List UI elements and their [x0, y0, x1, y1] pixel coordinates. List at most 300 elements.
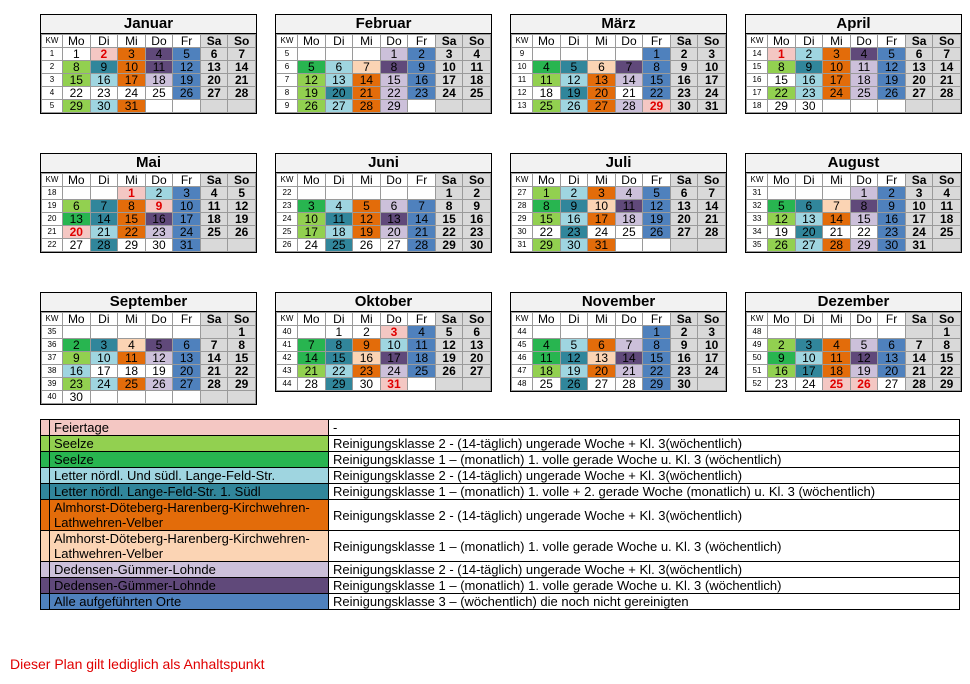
legend-description: Reinigungsklasse 2 - (14-täglich) ungerade Woche + Kl. 3(wöchentlich) [329, 468, 960, 484]
day-cell: 18 [850, 74, 878, 87]
weekday-header: Mi [823, 35, 851, 48]
day-cell: 11 [850, 61, 878, 74]
day-cell [90, 187, 118, 200]
weekday-header: Mo [768, 313, 796, 326]
weekday-header: Mi [118, 313, 146, 326]
day-cell: 19 [560, 87, 588, 100]
day-cell: 19 [850, 365, 878, 378]
day-cell: 5 [435, 326, 463, 339]
day-cell: 15 [435, 213, 463, 226]
day-cell: 29 [325, 378, 353, 391]
weekday-header: KW [747, 313, 768, 326]
weekday-header: Sa [200, 35, 228, 48]
day-cell: 29 [643, 378, 671, 391]
day-cell: 6 [670, 187, 698, 200]
weekday-header: KW [277, 174, 298, 187]
day-cell: 13 [588, 74, 616, 87]
day-cell: 10 [905, 200, 933, 213]
week-number: 29 [512, 213, 533, 226]
weekday-header: Sa [905, 174, 933, 187]
day-cell: 18 [408, 352, 436, 365]
day-cell: 3 [698, 326, 726, 339]
week-row [42, 213, 256, 226]
week-number: 51 [747, 365, 768, 378]
week-number: 33 [747, 213, 768, 226]
day-cell: 19 [643, 213, 671, 226]
day-cell [823, 100, 851, 113]
day-cell: 22 [435, 226, 463, 239]
day-cell: 12 [643, 200, 671, 213]
legend-area-name: Feiertage [50, 420, 329, 436]
day-cell: 24 [698, 365, 726, 378]
day-cell: 9 [90, 61, 118, 74]
day-cell: 29 [63, 100, 91, 113]
month-title: April [746, 15, 961, 34]
legend-area-name: Dedensen-Gümmer-Lohnde [50, 578, 329, 594]
day-cell: 3 [435, 48, 463, 61]
legend-swatch [41, 500, 50, 531]
day-cell: 15 [63, 74, 91, 87]
day-cell: 21 [615, 87, 643, 100]
week-number: 13 [512, 100, 533, 113]
week-number: 23 [277, 200, 298, 213]
week-number: 35 [42, 326, 63, 339]
weekday-header: Fr [408, 313, 436, 326]
week-number: 8 [277, 87, 298, 100]
day-cell: 24 [905, 226, 933, 239]
week-number: 26 [277, 239, 298, 252]
week-row [42, 187, 256, 200]
weekday-header: Mi [823, 313, 851, 326]
day-cell: 3 [698, 48, 726, 61]
week-row [512, 74, 726, 87]
week-row [277, 239, 491, 252]
day-cell: 11 [615, 200, 643, 213]
legend-table [40, 419, 960, 610]
weekday-header: Do [145, 174, 173, 187]
day-cell: 11 [200, 200, 228, 213]
week-row [277, 200, 491, 213]
day-cell: 13 [670, 200, 698, 213]
week-number: 31 [512, 239, 533, 252]
week-number: 18 [747, 100, 768, 113]
day-cell: 18 [200, 213, 228, 226]
week-row [42, 48, 256, 61]
week-row [512, 213, 726, 226]
day-cell: 21 [408, 226, 436, 239]
day-cell: 3 [173, 187, 201, 200]
day-cell: 9 [408, 61, 436, 74]
month-title: Juli [511, 154, 726, 173]
week-row [512, 239, 726, 252]
day-cell: 15 [850, 213, 878, 226]
week-row [512, 100, 726, 113]
week-row [42, 365, 256, 378]
day-cell: 2 [353, 326, 381, 339]
day-cell: 14 [615, 352, 643, 365]
weekday-header: So [698, 174, 726, 187]
day-cell: 21 [615, 365, 643, 378]
day-cell [228, 100, 256, 113]
legend-row [41, 452, 960, 468]
day-cell: 20 [380, 226, 408, 239]
day-cell: 1 [850, 187, 878, 200]
day-cell: 25 [933, 226, 961, 239]
day-cell: 1 [118, 187, 146, 200]
day-cell: 23 [670, 87, 698, 100]
week-row [277, 187, 491, 200]
day-cell [933, 100, 961, 113]
weekday-header: KW [512, 35, 533, 48]
day-cell: 10 [90, 352, 118, 365]
day-cell: 8 [228, 339, 256, 352]
day-cell: 9 [463, 200, 491, 213]
legend-swatch [41, 594, 50, 610]
day-cell: 4 [533, 61, 561, 74]
day-cell: 6 [173, 339, 201, 352]
legend-area-name: Seelze [50, 452, 329, 468]
day-cell: 8 [380, 61, 408, 74]
day-cell: 18 [325, 226, 353, 239]
day-cell: 9 [795, 61, 823, 74]
week-row [42, 200, 256, 213]
day-cell: 18 [145, 74, 173, 87]
day-cell: 5 [353, 200, 381, 213]
day-cell [408, 100, 436, 113]
day-cell: 26 [850, 378, 878, 391]
weekday-header: KW [747, 35, 768, 48]
week-row [277, 74, 491, 87]
legend-area-name: Letter nördl. Und südl. Lange-Feld-Str. [50, 468, 329, 484]
day-cell: 26 [298, 100, 326, 113]
week-number: 14 [747, 48, 768, 61]
day-cell: 9 [878, 200, 906, 213]
week-number: 1 [42, 48, 63, 61]
day-cell [615, 48, 643, 61]
day-cell: 14 [90, 213, 118, 226]
day-cell: 4 [850, 48, 878, 61]
day-cell: 13 [588, 352, 616, 365]
day-cell [63, 187, 91, 200]
weekday-header: Di [795, 313, 823, 326]
legend-swatch [41, 562, 50, 578]
weekday-header: Mo [298, 313, 326, 326]
day-cell [850, 100, 878, 113]
day-cell: 16 [670, 352, 698, 365]
week-number: 7 [277, 74, 298, 87]
week-number: 44 [277, 378, 298, 391]
day-cell: 22 [850, 226, 878, 239]
weekday-header: Di [560, 35, 588, 48]
week-row [747, 226, 961, 239]
week-number: 25 [277, 226, 298, 239]
day-cell [878, 326, 906, 339]
day-cell: 20 [325, 87, 353, 100]
day-cell: 5 [173, 48, 201, 61]
week-number: 17 [747, 87, 768, 100]
day-cell: 17 [698, 352, 726, 365]
day-cell [823, 326, 851, 339]
day-cell: 13 [380, 213, 408, 226]
week-number: 39 [42, 378, 63, 391]
day-cell: 4 [463, 48, 491, 61]
day-cell: 11 [533, 74, 561, 87]
day-cell: 5 [560, 339, 588, 352]
day-cell: 18 [118, 365, 146, 378]
day-cell: 9 [768, 352, 796, 365]
day-cell: 2 [63, 339, 91, 352]
week-row [277, 365, 491, 378]
day-cell [588, 48, 616, 61]
day-cell: 11 [933, 200, 961, 213]
week-number: 30 [512, 226, 533, 239]
day-cell: 21 [200, 365, 228, 378]
day-cell: 12 [878, 61, 906, 74]
day-cell: 19 [435, 352, 463, 365]
day-cell: 8 [643, 61, 671, 74]
day-cell: 25 [200, 226, 228, 239]
weekday-header: Sa [670, 35, 698, 48]
day-cell: 10 [173, 200, 201, 213]
week-number: 44 [512, 326, 533, 339]
week-row [512, 378, 726, 391]
day-cell: 30 [463, 239, 491, 252]
day-cell: 8 [533, 200, 561, 213]
weekday-header: Mo [768, 35, 796, 48]
week-number: 28 [512, 200, 533, 213]
month-title: Januar [41, 15, 256, 34]
week-row [277, 61, 491, 74]
week-row [42, 61, 256, 74]
day-cell: 5 [145, 339, 173, 352]
day-cell: 16 [63, 365, 91, 378]
weekday-header: Di [325, 35, 353, 48]
day-cell: 1 [933, 326, 961, 339]
week-number: 24 [277, 213, 298, 226]
legend-swatch [41, 531, 50, 562]
day-cell: 26 [560, 100, 588, 113]
day-cell [408, 187, 436, 200]
legend-area-name: Almhorst-Döteberg-Harenberg-Kirchwehren-Lathwehren-Velber [50, 531, 329, 562]
day-cell: 12 [173, 61, 201, 74]
day-cell: 6 [588, 61, 616, 74]
month-title: Oktober [276, 293, 491, 312]
legend-area-name: Alle aufgeführten Orte [50, 594, 329, 610]
day-cell: 2 [463, 187, 491, 200]
day-cell: 30 [795, 100, 823, 113]
week-number: 22 [277, 187, 298, 200]
day-cell: 12 [560, 74, 588, 87]
day-cell: 6 [380, 200, 408, 213]
legend-row [41, 562, 960, 578]
day-cell: 8 [63, 61, 91, 74]
day-cell: 11 [533, 352, 561, 365]
week-row [747, 352, 961, 365]
legend-area-name: Almhorst-Döteberg-Harenberg-Kirchwehren-Lathwehren-Velber [50, 500, 329, 531]
day-cell: 12 [850, 352, 878, 365]
day-cell: 29 [380, 100, 408, 113]
day-cell [615, 326, 643, 339]
legend-row [41, 436, 960, 452]
weekday-header: Do [145, 313, 173, 326]
legend-area-name: Letter nördl. Lange-Feld-Str. 1. Südl [50, 484, 329, 500]
week-row [747, 339, 961, 352]
day-cell: 7 [698, 187, 726, 200]
day-cell [768, 187, 796, 200]
day-cell: 26 [145, 378, 173, 391]
week-number: 31 [747, 187, 768, 200]
weekday-header: Mo [533, 313, 561, 326]
day-cell: 2 [878, 187, 906, 200]
week-row [277, 378, 491, 391]
day-cell: 15 [228, 352, 256, 365]
day-cell: 16 [560, 213, 588, 226]
day-cell: 24 [380, 365, 408, 378]
week-number: 21 [42, 226, 63, 239]
day-cell: 22 [643, 87, 671, 100]
week-number: 4 [42, 87, 63, 100]
day-cell [63, 326, 91, 339]
day-cell: 27 [200, 87, 228, 100]
day-cell: 31 [698, 100, 726, 113]
month-title: September [41, 293, 256, 312]
day-cell: 11 [463, 61, 491, 74]
weekday-header: Mi [588, 313, 616, 326]
weekday-header: Di [325, 174, 353, 187]
day-cell: 29 [533, 239, 561, 252]
month-title: Mai [41, 154, 256, 173]
day-cell: 2 [795, 48, 823, 61]
day-cell: 28 [698, 226, 726, 239]
day-cell [145, 391, 173, 404]
day-cell: 17 [588, 213, 616, 226]
weekday-header: Sa [670, 174, 698, 187]
day-cell: 7 [228, 48, 256, 61]
weekday-header: KW [42, 313, 63, 326]
weekday-header: Do [380, 35, 408, 48]
weekday-header: KW [512, 313, 533, 326]
day-cell: 21 [933, 74, 961, 87]
week-row [42, 87, 256, 100]
day-cell: 14 [353, 74, 381, 87]
day-cell: 9 [670, 61, 698, 74]
day-cell: 12 [145, 352, 173, 365]
legend-description: Reinigungsklasse 2 - (14-täglich) ungerade Woche + Kl. 3(wöchentlich) [329, 562, 960, 578]
day-cell: 18 [463, 74, 491, 87]
day-cell: 15 [768, 74, 796, 87]
day-cell: 16 [768, 365, 796, 378]
day-cell: 13 [463, 339, 491, 352]
day-cell: 9 [145, 200, 173, 213]
day-cell: 1 [533, 187, 561, 200]
day-cell: 28 [408, 239, 436, 252]
week-number: 22 [42, 239, 63, 252]
week-row [747, 74, 961, 87]
day-cell [795, 187, 823, 200]
day-cell: 14 [298, 352, 326, 365]
day-cell: 6 [463, 326, 491, 339]
day-cell: 25 [615, 226, 643, 239]
weekday-header: Di [90, 313, 118, 326]
day-cell: 25 [325, 239, 353, 252]
week-number: 18 [42, 187, 63, 200]
week-number: 37 [42, 352, 63, 365]
day-cell: 25 [533, 378, 561, 391]
week-row [512, 87, 726, 100]
day-cell: 20 [878, 365, 906, 378]
day-cell [933, 239, 961, 252]
day-cell [118, 326, 146, 339]
day-cell [200, 391, 228, 404]
day-cell: 24 [795, 378, 823, 391]
week-row [277, 48, 491, 61]
day-cell: 21 [90, 226, 118, 239]
day-cell: 8 [435, 200, 463, 213]
day-cell: 25 [823, 378, 851, 391]
day-cell [533, 48, 561, 61]
weekday-header: So [698, 313, 726, 326]
day-cell: 17 [823, 74, 851, 87]
month-title: Juni [276, 154, 491, 173]
legend-swatch [41, 484, 50, 500]
legend-row [41, 500, 960, 531]
day-cell: 12 [228, 200, 256, 213]
day-cell [463, 378, 491, 391]
day-cell: 27 [325, 100, 353, 113]
day-cell: 10 [588, 200, 616, 213]
weekday-header: KW [277, 35, 298, 48]
day-cell: 17 [795, 365, 823, 378]
day-cell: 16 [353, 352, 381, 365]
day-cell: 11 [408, 339, 436, 352]
day-cell: 17 [118, 74, 146, 87]
day-cell: 27 [878, 378, 906, 391]
day-cell: 10 [698, 61, 726, 74]
day-cell: 21 [823, 226, 851, 239]
day-cell: 30 [353, 378, 381, 391]
weekday-header: So [933, 313, 961, 326]
day-cell: 30 [670, 100, 698, 113]
day-cell: 31 [173, 239, 201, 252]
day-cell: 3 [823, 48, 851, 61]
week-row [42, 339, 256, 352]
day-cell [435, 378, 463, 391]
day-cell [173, 326, 201, 339]
day-cell: 16 [795, 74, 823, 87]
day-cell: 29 [933, 378, 961, 391]
day-cell: 17 [90, 365, 118, 378]
weekday-header: Fr [173, 35, 201, 48]
weekday-header: Mi [118, 174, 146, 187]
week-number: 41 [277, 339, 298, 352]
legend-swatch [41, 420, 50, 436]
day-cell: 22 [118, 226, 146, 239]
week-row [42, 74, 256, 87]
day-cell: 18 [933, 213, 961, 226]
day-cell: 5 [878, 48, 906, 61]
day-cell: 19 [145, 365, 173, 378]
weekday-header: Fr [173, 313, 201, 326]
week-row [747, 326, 961, 339]
day-cell: 7 [905, 339, 933, 352]
day-cell: 10 [823, 61, 851, 74]
legend-area-name: Seelze [50, 436, 329, 452]
week-row [42, 226, 256, 239]
day-cell: 9 [560, 200, 588, 213]
weekday-header: Do [145, 35, 173, 48]
weekday-header: So [463, 174, 491, 187]
weekday-header: Fr [878, 313, 906, 326]
